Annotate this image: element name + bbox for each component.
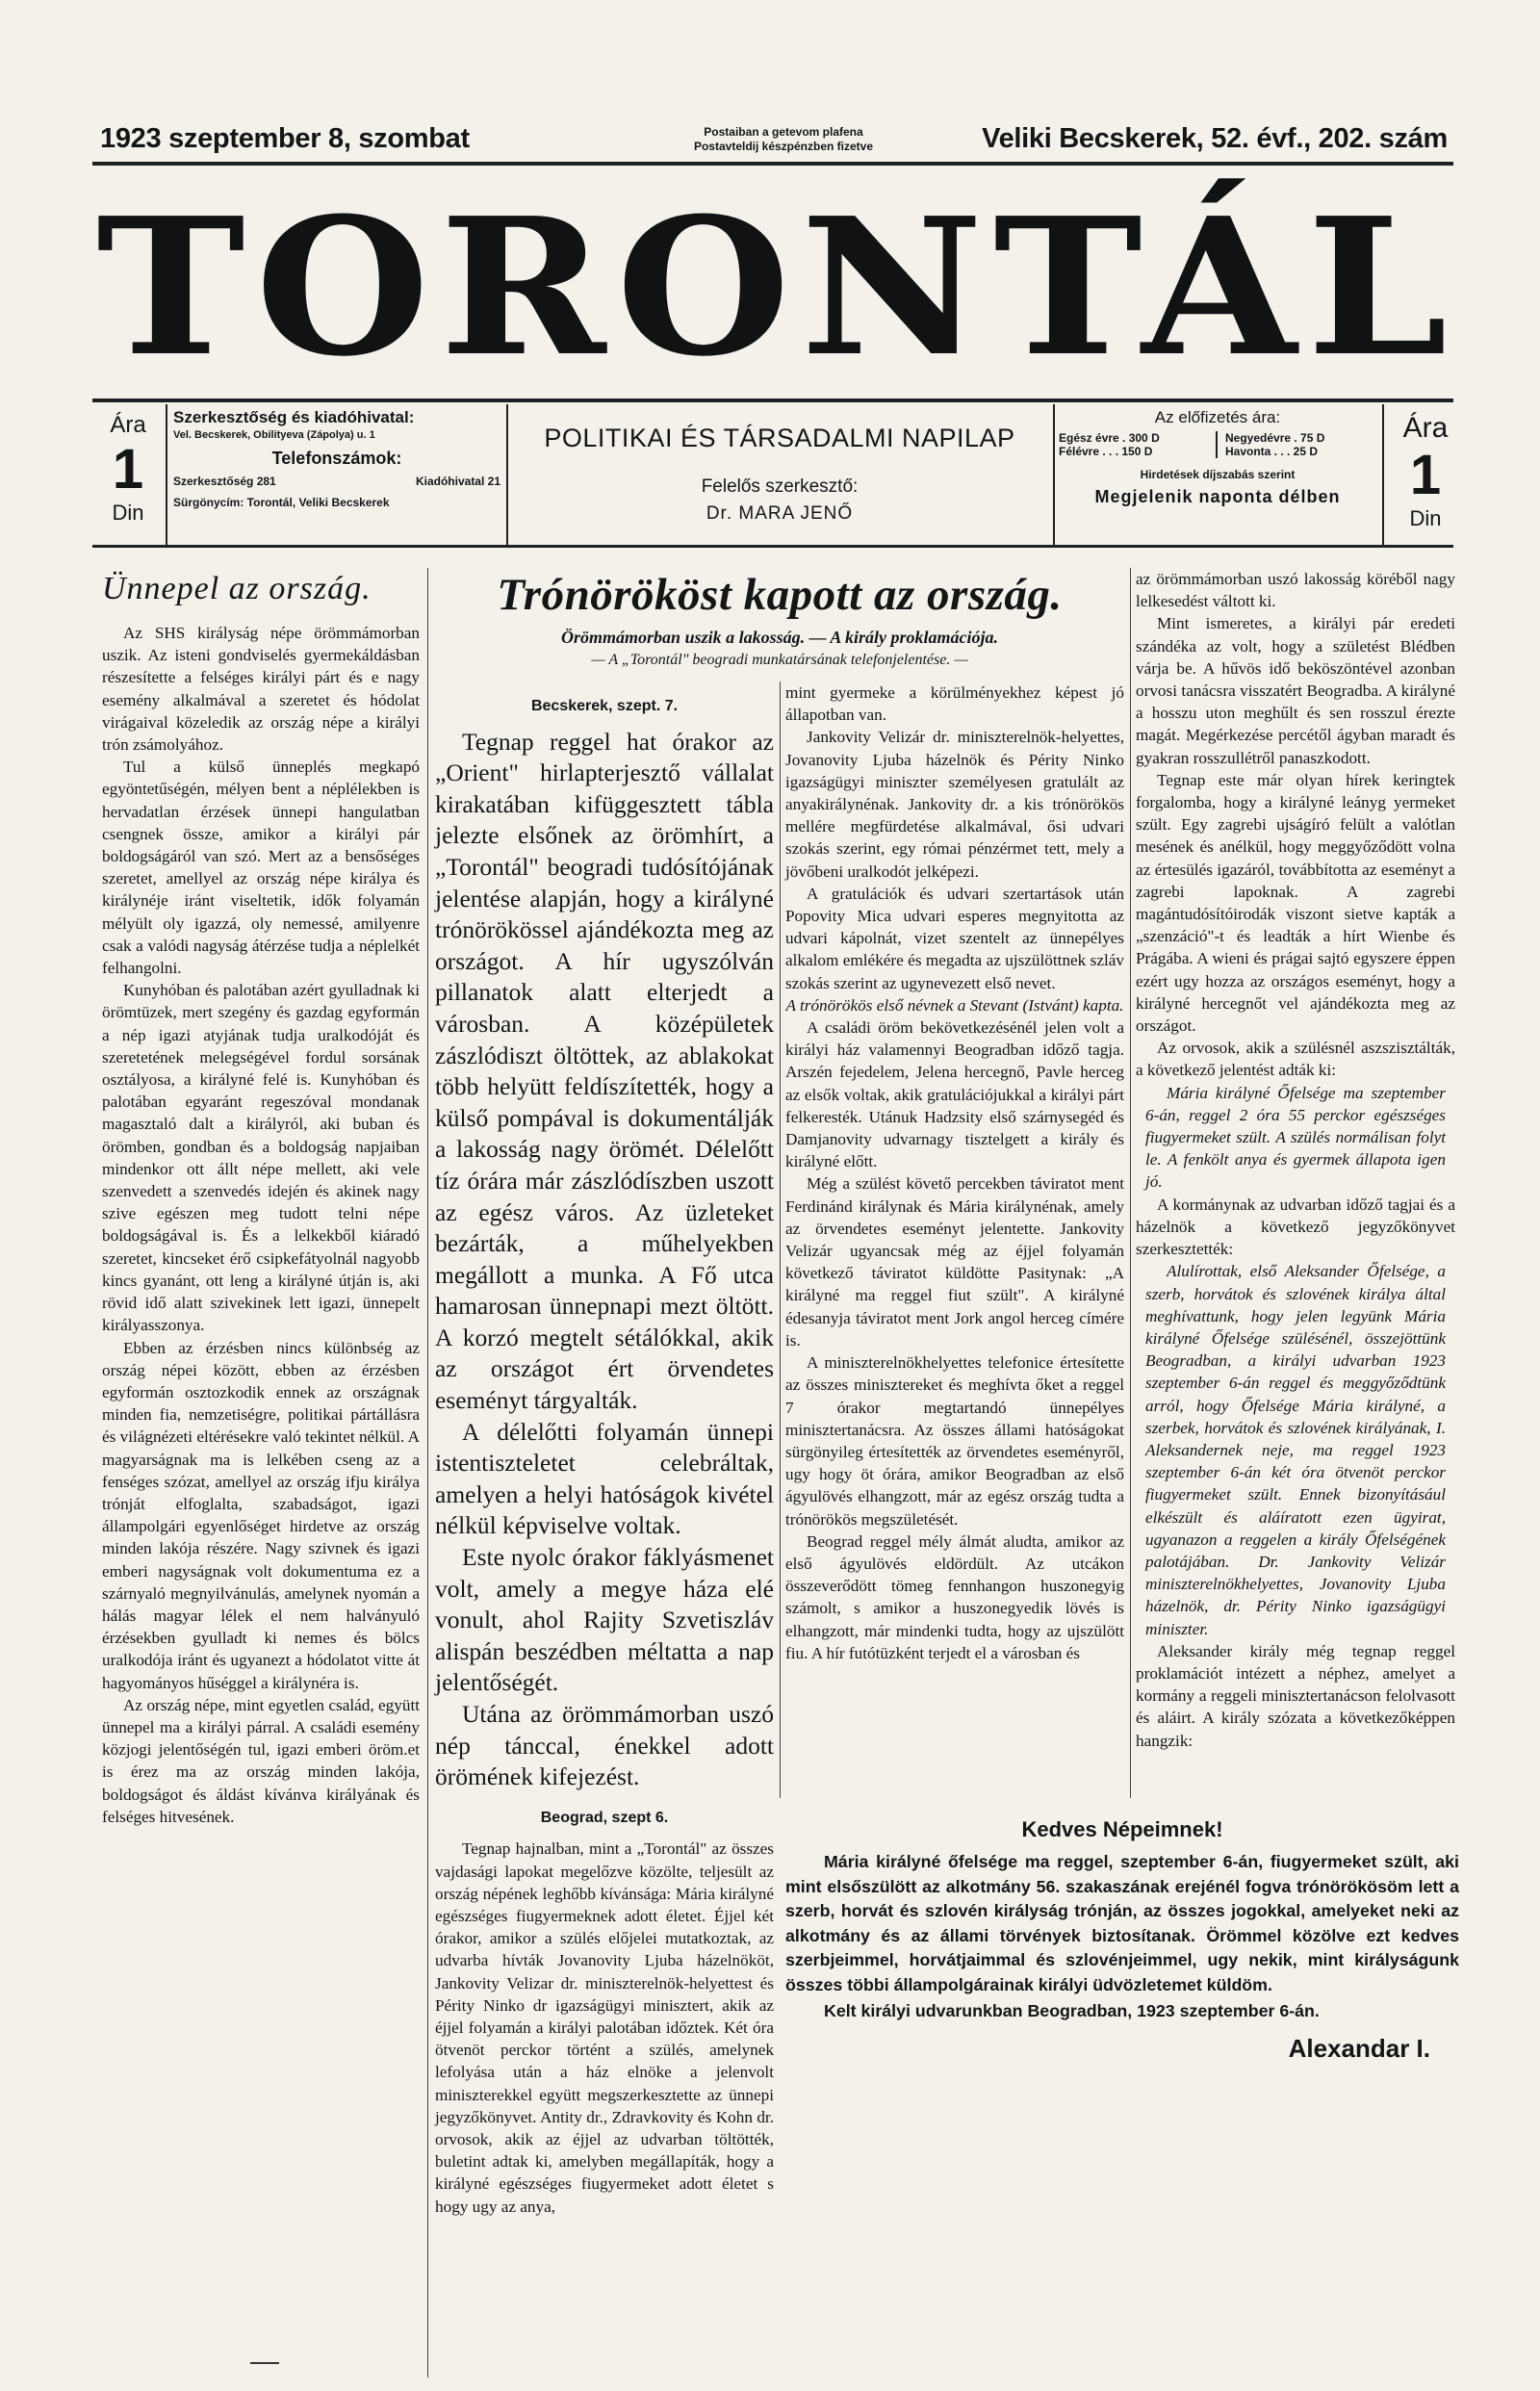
column-rule bbox=[427, 568, 428, 2378]
appears-note: Megjelenik naponta délben bbox=[1094, 487, 1341, 506]
article-paragraph: A miniszterelnökhelyettes telefonice értesítette az összes minisztereket és meghívta őket a reggel 7 órakor megtartandó ünnepélyes minisztertanácsra. Az összes állami hatóságokat sürgönyileg értesítették az örvendetes eseményről, ugy hogy öt órára, amikor Beogradban az első ágyulövés elhangzott, már az egész ország tudta a trónörökös megszületését. bbox=[785, 1353, 1124, 1529]
main-subheadline: Örömmámorban uszik a lakosság. — A király proklamációja. bbox=[561, 628, 998, 647]
column-rule bbox=[1130, 568, 1131, 1798]
article-paragraph: Tegnap hajnalban, mint a „Torontál" az összes vajdasági lapokat megelőzve közölte, teljesült az ország népének leghőbb kívánsága: Mária királyné egészséges fiugyermeknek adott életet. Éjjel két órakor, amikor a szülés előjelei mutatkoztak, az udvarba hívták Jovanovity Ljuba házelnököt, Jankovity Velizar dr. miniszterelnök-helyettest és Périty Ninko dr igazságügyi minisztert, akik az éjjel folyamán a királyi palotában időztek. Két óra ötvenöt perckor történt a szülés, amelynek lefolyása után a ház elnöke a jelenvolt miniszterekkel együtt megszerkesztette az ünnepi jegyzőkönyvet. Antity dr., Zdravkovity és Kohn dr. orvosok, akik az éjjel az udvarban töltötték, buletint adtak ki, amelyben megállapíták, hogy a királyné egészséges fiugyermeket adott életet s hogy ugy az anya, bbox=[435, 1839, 774, 2216]
dateline: Beograd, szept 6. bbox=[540, 1809, 669, 1826]
price-unit: Din bbox=[112, 501, 144, 525]
article-paragraph: Ebben az érzésben nincs különbség az ország népei között, ebben az érzésben egyformán osztozkodik ennek az országnak minden fia, nemzetiségre, politikai pártállásra és világnézeti eltérésekre való tekintet nélkül. A magyarságnak ma is lelkében cseng az a fenséges szózat, amellyel az ország ifju királya trónját elfoglalta, szabadságot, igazi állampolgári egyenlőséget hirdetve az ország minden lakója részére. Nagy szivnek és igazi emberi nagyságnak volt dokumentuma ez a szárnyaló megnyilvánulás, amelynek nyomán a hálás magyar lélek el nem halványuló érzésekben gyulladt ki nemes és bölcs uralkodója iránt és ugyanezt a hódolatot vitte át hagyományos hűséggel a királynéra is. bbox=[102, 1338, 420, 1692]
article-unnepel bbox=[102, 568, 420, 1828]
price-quarter: Negyedévre . 75 D bbox=[1225, 431, 1325, 445]
dateline: Becskerek, szept. 7. bbox=[530, 698, 679, 714]
editor-label: Felelős szerkesztő: bbox=[701, 476, 859, 497]
paper-subtitle-block bbox=[510, 408, 1049, 525]
article-paragraph: Beograd reggel mély álmát aludta, amikor az első ágyulövés eldördült. Az utcákon összeverődött tömeg fennhangon huszonegyig számolt, s amikor a huszonegyedik lövés is elhangzott, már mindenki tudta, hogy az ujszülött fiu. A hír futótüzként terjedt el a városban és bbox=[785, 1531, 1124, 1662]
article-paragraph: Az ország népe, mint egyetlen család, együtt ünnepel ma a királyi párral. A családi esemény közjogi jelentőségén tul, igazi emberi öröm.et is érez ma az ország minden lakója, boldogságot és áldást kívánva királyának és felséges hitvesének. bbox=[102, 1695, 420, 1826]
medical-bulletin: Mária királyné Őfelsége ma szeptember 6-án, reggel 2 óra 55 perckor egészséges fiugyermeket szült. A szülés normálisan folyt le. A fenkölt anya és gyermek állapota igen jó. bbox=[1145, 1083, 1446, 1192]
article-paragraph: Tegnap este már olyan hírek keringtek forgalomba, hogy a királyné leányg yermeket szült. Egy zagrebi ujságíró felült a valótlan mesének és anélkül, hogy meggyőződött volna az értesülés igazáról, továbbította az eseményt a zagrebi lapoknak. A zagrebi magántudósítóirodák viszont sietve kapták a „szenzáció"-t és leadták a hírt Wienbe és Prágába. A wieni és prágai sajtó egyszere éppen ezért ugy hozza az országos eseményt, hogy a királyné hercegnőt vel ajándékozta meg az országot. bbox=[1136, 770, 1455, 1036]
article-title: Ünnepel az ország. bbox=[102, 571, 372, 606]
article-paragraph: Este nyolc órakor fáklyásmenet volt, amely a megye háza elé vonult, ahol Rajity Szvetiszláv alispán beszédben méltatta a nap jelentőségét. bbox=[435, 1543, 774, 1697]
article-paragraph: az örömmámorban uszó lakosság köréből nagy lelkesedést váltott ki. bbox=[1136, 570, 1455, 611]
editorial-title: Szerkesztőség és kiadóhivatal: bbox=[173, 408, 415, 426]
divider bbox=[166, 404, 167, 545]
postal-line-1: Postaiban a getevom plafena bbox=[704, 125, 863, 139]
divider bbox=[1382, 404, 1384, 545]
postal-note bbox=[639, 125, 928, 154]
price-year: Egész évre . 300 D bbox=[1059, 431, 1218, 445]
price-label: Ára bbox=[110, 412, 146, 438]
article-paragraph: A kormánynak az udvarban időző tagjai és a házelnök a következő jegyzőkönyvet szerkesztették: bbox=[1136, 1195, 1455, 1259]
article-paragraph: Mint ismeretes, a királyi pár eredeti szándéka az volt, hogy a születést Blédben várja be. A hűvös idő beköszöntével azonban orvosi tanácsra visszatért Beogradba. A királyné a hosszu uton meghűlt és sen rosszul érezte magát. Megérkezése percétől ágyban maradt és gyakran rosszullétről panaszkodott. bbox=[1136, 614, 1455, 767]
column-rule bbox=[780, 681, 781, 1798]
price-unit: Din bbox=[1409, 506, 1442, 530]
end-dash bbox=[250, 2362, 279, 2364]
editorial-address: Vel. Becskerek, Obilityeva (Zápolya) u. 1 bbox=[173, 429, 375, 441]
price-label: Ára bbox=[1402, 412, 1449, 444]
phone-numbers bbox=[173, 475, 500, 488]
phones-title: Telefonszámok: bbox=[271, 449, 402, 468]
telegram-address: Sürgönycím: Torontál, Veliki Becskerek bbox=[173, 496, 390, 509]
article-column-3 bbox=[785, 681, 1124, 1664]
proclamation-dated: Kelt királyi udvarunkban Beogradban, 1923 szeptember 6-án. bbox=[824, 2001, 1320, 2020]
byline: — A „Torontál" beogradi munkatársának telefonjelentése. — bbox=[591, 652, 968, 668]
article-paragraph: Az orvosok, akik a szülésnél aszszisztálták, a következő jelentést adták ki: bbox=[1136, 1039, 1455, 1080]
article-paragraph: Kunyhóban és palotában azért gyulladnak ki örömtüzek, mert szegény és gazdag egyformán a nép igazi atyjának tudja uralkodóját és szeretetének melegségével fordul sorsának osztályosa, a királyné felé is. Kunyhóban és palotában egyaránt regeszóval mondanak magasztaló dalt a királyról, aki buban és örömben, gondban és a boldogság napjaiban mindenkor ott állt népe mellett, aki vele szenvedett a szenvedés idején és akinek nagy szive egészen meg tudott telni népe boldogságával is. És a lelkekből kiáradó szeretet, kincseket érő csipkefátyolnál nagyobb kincs gyanánt, ott leng a királyné útján is, aki rövid idő alatt szivekinek lett igazi, ünnepelt királyasszonya. bbox=[102, 981, 420, 1335]
main-headline: Trónörököst kapott az ország. bbox=[497, 570, 1063, 620]
city-issue: Veliki Becskerek, 52. évf., 202. szám bbox=[982, 123, 1448, 154]
price-value: 1 bbox=[1409, 444, 1442, 506]
price-box-left bbox=[92, 408, 164, 543]
ads-note: Hirdetések díjszabás szerint bbox=[1140, 468, 1296, 481]
article-paragraph: A családi öröm bekövetkezésénél jelen volt a királyi ház valamennyi Beogradban időző tagja. Arszén fejedelem, Jelena hercegnő, Pavle herceg az elsők voltak, akik gratulációjukkal a királyi párt felkeresték. Utánuk Hadzsity első szárnysegéd és Damjanovity udvarnagy tisztelgett a király és királyné előtt. bbox=[785, 1018, 1124, 1171]
top-line bbox=[100, 123, 1448, 164]
issue-date: 1923 szeptember 8, szombat bbox=[100, 123, 470, 154]
price-half-year: Félévre . . . 150 D bbox=[1059, 445, 1218, 458]
royal-proclamation bbox=[785, 1817, 1459, 2064]
subscription-row bbox=[1059, 431, 1376, 445]
phone-office: Kiadóhivatal 21 bbox=[415, 475, 500, 488]
price-box-right bbox=[1390, 408, 1461, 543]
article-paragraph: Utána az örömmámorban uszó nép tánccal, énekkel adott örömének kifejezést. bbox=[435, 1700, 774, 1791]
subscription-info bbox=[1059, 408, 1376, 507]
article-column-2 bbox=[435, 681, 774, 2218]
article-italic-note: A trónörökös első névnek a Stevant (Istvánt) kapta. bbox=[785, 995, 1124, 1015]
article-paragraph: Az SHS királyság népe örömmámorban uszik. Az isteni gondviselés gyermekáldásban részesítette a felséges királyi párt és e nagy esemény alkalmával a szeretet és hódolat virágaival közeledik az ország népe a királyi trón zsámolyához. bbox=[102, 624, 420, 755]
main-headline-block bbox=[435, 568, 1124, 669]
header-rule-bottom bbox=[92, 545, 1453, 548]
article-paragraph: Tul a külső ünneplés megkapó egyöntetűségén, mélyen bent a néplélekben is hervadatlan érzések ünnepi hangulatban csengnek össze, amikor a királyi pár boldogságáról van szó. Mert az a bensőséges szeretet, amellyel az ország népe királya és királynéje iránt viseltetik, idők folyamán mélyült oly igazzá, oly nemessé, amilyenre csak a valódi nagyság átérzése tudja a néplelkét felhangolni. bbox=[102, 758, 420, 978]
proclamation-body: Mária királyné őfelsége ma reggel, szeptember 6-án, fiugyermeket szült, aki mint elsőszülött az alkotmány 56. szakaszának erejénél fogva trónörökösöm lett a szerb, horvát és szlovén királyság trónján, az összes jogokkal, amelyeket neki az alkotmány és az állami törvények biztosítanak. Örömmel közölve ezt kedves szerbjeimmel, horvátjaimmal és szlovénjeimmel, ugy nekik, mint királyságunk összes többi állampolgárainak királyi üdvözletemet küldöm. bbox=[785, 1852, 1459, 1994]
masthead-title: TORONTÁL bbox=[96, 177, 1458, 398]
subscription-title: Az előfizetés ára: bbox=[1154, 408, 1281, 426]
divider bbox=[1053, 404, 1055, 545]
proclamation-signature: Alexandar I. bbox=[1288, 2033, 1430, 2063]
article-paragraph: Tegnap reggel hat órakor az „Orient" hirlapterjesztő vállalat kirakatában kifüggesztett tábla jelezte elsőnek az örömhírt, a „Torontál" beogradi tudósítójának jelentése alapján, hogy a királyné trónörökössel ajándékozta meg az országot. A hír ugyszólván pillanatok alatt elterjedt a városban. A középületek zászlódiszt öltöttek, az ablakokat több helyütt feldíszítették, hogy a külső pompával is dokumentálják a lakosság nagy örömét. Délelőtt tíz órára már zászlódíszben uszott az egész város. Az üzleteket bezárták, a műhelyekben megállott a munka. A Fő utca hamarosan ünnepnapi mezt öltött. A korzó megtelt sétálókkal, akik az országot ért örvendetes eseményt tárgyalták. bbox=[435, 727, 774, 1415]
header-rule-top bbox=[92, 398, 1453, 402]
proclamation-heading: Kedves Népeimnek! bbox=[1021, 1817, 1223, 1841]
editorial-office-info bbox=[173, 408, 500, 509]
editor-name: Dr. MARA JENŐ bbox=[706, 503, 854, 524]
article-column-4 bbox=[1136, 568, 1455, 1752]
top-rule bbox=[92, 162, 1453, 166]
birth-protocol: Alulírottak, első Aleksander Őfelsége, a szerb, horvátok és szlovének királya által meghívattunk, hogy jelen legyünk Mária királyné Őfelsége szülésénél, összejöttünk Beogradban, a királyi udvarban 1923 szeptember 6-án reggel és meggyőződtünk arról, hogy Őfelsége Mária királyné, a szerbek, horvátok és szlovének királyának, I. Aleksandernek neje, ma reggel 1923 szeptember 6-án két óra ötvenöt perckor fiugyermeket szült. Ennek bizonyításául elkészült és aláíratott ezen ügyirat, ugyanazon a reggelen a király Őfelségének palotájában. Dr. Jankovity Velizár miniszterelnökhelyettes, Jovanovity Ljuba házelnök, dr. Périty Ninko igazságügyi miniszter. bbox=[1145, 1262, 1446, 1638]
phone-editorial: Szerkesztőség 281 bbox=[173, 475, 276, 488]
postal-line-2: Postavteldij készpénzben fizetve bbox=[693, 140, 874, 153]
subscription-row bbox=[1059, 445, 1376, 458]
article-paragraph: A délelőtti folyamán ünnepi istentiszteletet celebráltak, amelyen a helyi hatóságok kivétel nélkül képviselve voltak. bbox=[435, 1417, 774, 1540]
paper-subtitle: POLITIKAI ÉS TÁRSADALMI NAPILAP bbox=[544, 424, 1015, 452]
article-paragraph: A gratulációk és udvari szertartások után Popovity Mica udvari esperes megnyitotta az udvari kápolnát, vizet szentelt az ünnepélyes alkalom emlékére és megadta az ujszülöttnek szláv szokás szerint az ugynevezett első nevet. bbox=[785, 884, 1124, 992]
article-paragraph: Aleksander király még tegnap reggel proklamációt intézett a néphez, amelyet a kormány a reggeli minisztertanácson felolvasott és aláirt. A király szózata a következőképpen hangzik: bbox=[1136, 1641, 1455, 1750]
article-paragraph: mint gyermeke a körülményekhez képest jó állapotban van. bbox=[785, 683, 1124, 725]
price-month: Havonta . . . 25 D bbox=[1225, 445, 1319, 458]
price-value: 1 bbox=[112, 438, 144, 501]
article-paragraph: Jankovity Velizár dr. miniszterelnök-helyettes, Jovanovity Ljuba házelnök és Périty Ninko igazságügyi miniszter személyesen gratulált az anyakirálynénak. Jankovity dr. a kis trónörökös mellére megfürdetése alkalmával, ősi udvari szokás szerint, egy római pénzérmet tett, mely a jövőbeni uralkodót jelképezi. bbox=[785, 728, 1124, 881]
divider bbox=[506, 404, 508, 545]
article-paragraph: Még a szülést követő percekben táviratot ment Ferdinánd királynak és Mária királynénak, amely az örvendetes eseményt jelentette. Jankovity Velizár ugyancsak még az éjjel folyamán következő táviratot küldötte Pasitynak: „A királyné ma reggel fiut szült". A királyné édesanyja táviratot ment Jork angol herceg címére is. bbox=[785, 1174, 1124, 1350]
